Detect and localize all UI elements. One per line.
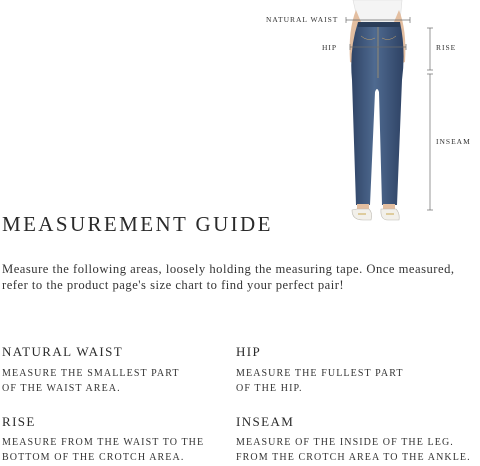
natural-waist-label: NATURAL WAIST xyxy=(266,15,339,24)
page-title: MEASUREMENT GUIDE xyxy=(2,212,273,236)
inseam-text-line-1: MEASURE OF THE INSIDE OF THE LEG. xyxy=(236,437,454,448)
jeans-measurement-diagram xyxy=(260,0,480,222)
natural-waist-description xyxy=(2,366,180,396)
hip-text-line-1: MEASURE THE FULLEST PART xyxy=(236,368,404,379)
inseam-label: INSEAM xyxy=(436,137,471,146)
rise-text-line-1: MEASURE FROM THE WAIST TO THE xyxy=(2,437,205,448)
model-illustration xyxy=(260,0,480,222)
inseam-description xyxy=(236,435,471,465)
rise-text-line-2: BOTTOM OF THE CROTCH AREA. xyxy=(2,452,185,463)
hip-text-line-2: OF THE HIP. xyxy=(236,383,303,394)
rise-description xyxy=(2,435,204,465)
inseam-text-line-2: FROM THE CROTCH AREA TO THE ANKLE. xyxy=(236,452,471,463)
natural-waist-text-line-1: MEASURE THE SMALLEST PART xyxy=(2,368,180,379)
hip-description xyxy=(236,366,404,396)
hip-label: HIP xyxy=(322,43,338,52)
intro-paragraph: Measure the following areas, loosely holding the measuring tape. Once measured, refer to the product page's size chart to find your perfect pair! xyxy=(2,262,455,292)
natural-waist-text-line-2: OF THE WAIST AREA. xyxy=(2,383,121,394)
inseam-heading: INSEAM xyxy=(236,414,295,429)
hip-heading: HIP xyxy=(236,344,262,359)
rise-label: RISE xyxy=(436,43,457,52)
rise-heading: RISE xyxy=(2,414,36,429)
natural-waist-heading: NATURAL WAIST xyxy=(2,344,124,359)
